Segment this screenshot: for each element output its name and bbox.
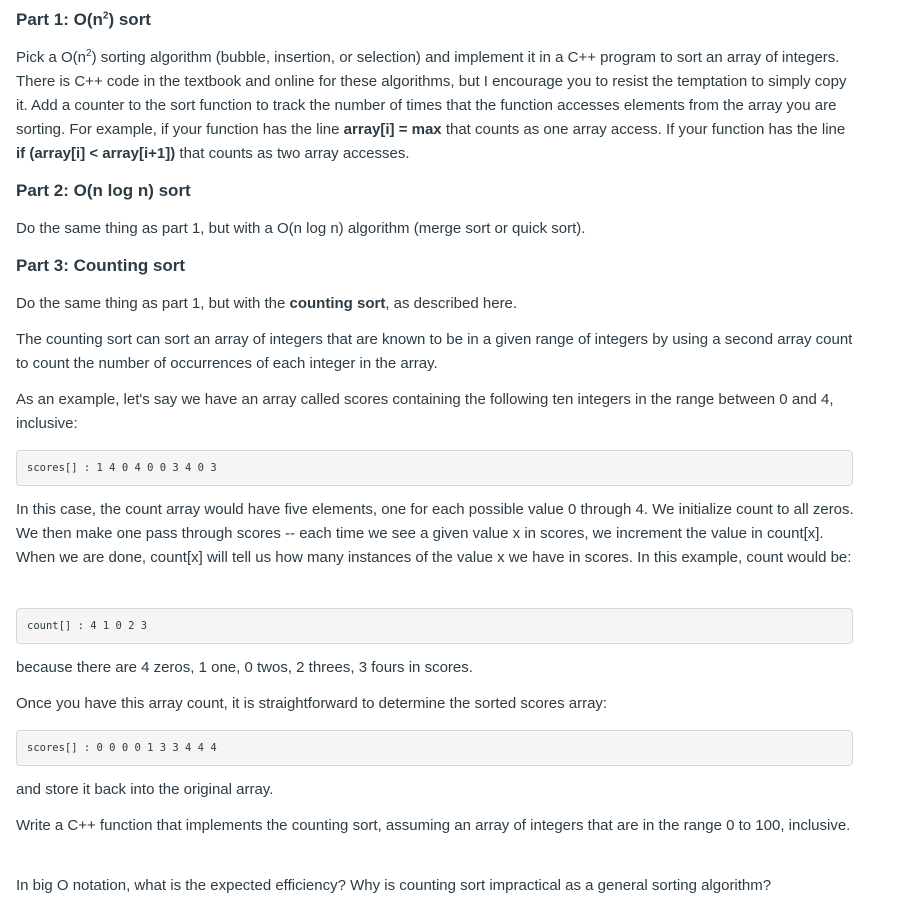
part1-heading — [16, 9, 151, 31]
code-block-count: count[] : 4 1 0 2 3 — [16, 608, 853, 644]
part1-heading-text-end: ) sort — [108, 10, 151, 29]
part1-sup: 2 — [86, 48, 92, 59]
part3-sorted-intro: Once you have this array count, it is straightforward to determine the sorted scores array: — [16, 695, 608, 712]
part3-intro-text: Do the same thing as part 1, but with the — [16, 295, 290, 312]
part1-text-3: that counts as one array access. If your function has the line — [441, 121, 846, 138]
part3-question: In big O notation, what is the expected efficiency? Why is counting sort impractical as a general sorting algorithm? — [16, 877, 772, 894]
part1-heading-text: Part 1: O(n — [16, 10, 103, 29]
part1-code-assign: array[i] = max — [343, 121, 442, 138]
part3-heading: Part 3: Counting sort — [16, 256, 186, 275]
code-block-sorted: scores[] : 0 0 0 0 1 3 3 4 4 4 — [16, 730, 853, 766]
part1-text-4: that counts as two array accesses. — [175, 145, 410, 162]
part3-intro-bold: counting sort — [289, 295, 386, 312]
part1-heading-sup: 2 — [102, 10, 109, 22]
part3-store-back: and store it back into the original array. — [16, 781, 274, 798]
part3-count-explanation: In this case, the count array would have five elements, one for each possible value 0 through 4. We initialize count to all zeros. We then make one pass through scores -- each time we see a given value x in scores, we increment the value in count[x]. When we are done, count[x] will tell us how many instances of the value x we have in scores. In this example, count would be: — [16, 501, 854, 566]
part1-code-compare: if (array[i] < array[i+1]) — [16, 145, 176, 162]
part3-example-intro: As an example, let's say we have an array called scores containing the following ten integers in the range between 0 and 4, inclusive: — [16, 391, 834, 432]
part1-text-2: ) sorting algorithm (bubble, insertion, or selection) and implement it in a C++ program to sort an array of integers. There is C++ code in the textbook and online for these algorithms, but I encourage you to resist the temptation to simply copy it. Add a counter to the sort function to track the number of times that the function accesses elements from the array you are sorting. For example, if your function has the line — [16, 49, 847, 138]
part3-intro — [16, 292, 856, 316]
code-block-scores: scores[] : 1 4 0 4 0 0 3 4 0 3 — [16, 450, 853, 486]
part3-intro-end: , as described here. — [385, 295, 518, 312]
part3-task: Write a C++ function that implements the counting sort, assuming an array of integers that are in the range 0 to 100, inclusive. — [16, 817, 851, 834]
part3-description: The counting sort can sort an array of integers that are known to be in a given range of integers by using a second array count to count the number of occurrences of each integer in the array. — [16, 331, 853, 372]
part2-paragraph: Do the same thing as part 1, but with a O(n log n) algorithm (merge sort or quick sort). — [16, 220, 586, 237]
part2-heading: Part 2: O(n log n) sort — [16, 181, 191, 200]
part1-paragraph — [16, 46, 856, 166]
part1-text-1: Pick a O(n — [16, 49, 87, 66]
part3-count-reason: because there are 4 zeros, 1 one, 0 twos, 2 threes, 3 fours in scores. — [16, 659, 473, 676]
